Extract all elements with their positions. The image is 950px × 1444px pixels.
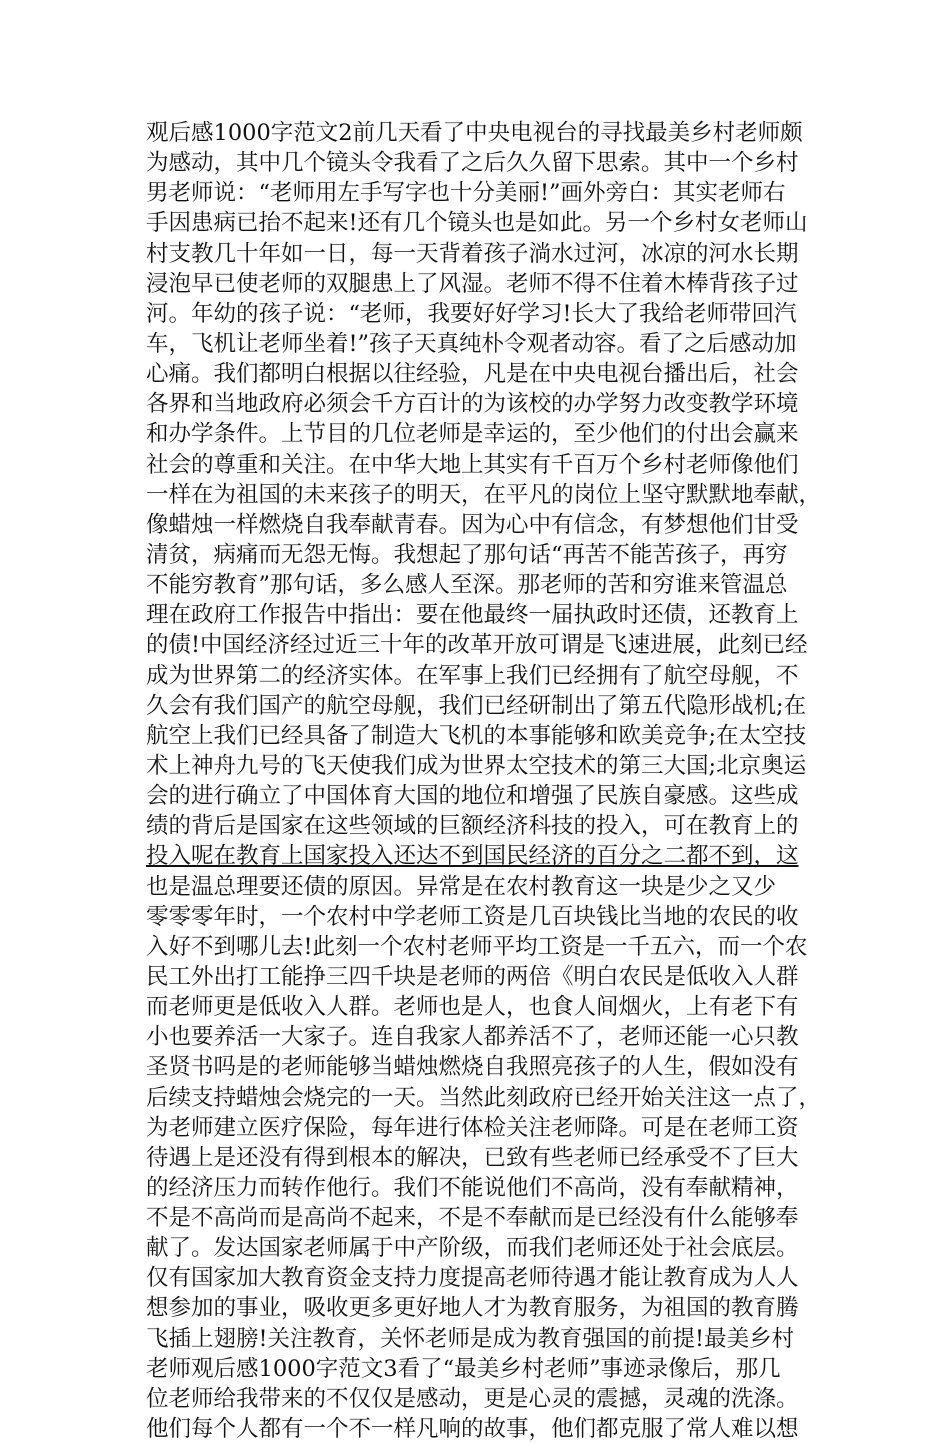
text-line: 心痛。我们都明白根据以往经验，凡是在中央电视台播出后，社会 — [146, 361, 799, 388]
text-line: 男老师说：“老师用左手写字也十分美丽!”画外旁白：其实老师右 — [146, 180, 786, 207]
text-line: 飞插上翅膀!关注教育，关怀老师是成为教育强国的前提!最美乡村 — [146, 1325, 795, 1352]
text-line: 像蜡烛一样燃烧自我奉献青春。因为心中有信念，有梦想他们甘受 — [146, 511, 799, 538]
text-line: 观后感1000字范文2前几天看了中央电视台的寻找最美乡村老师颇 — [146, 120, 803, 146]
text-line: 老师观后感1000字范文3看了“最美乡村老师”事迹录像后，那几 — [146, 1355, 781, 1382]
text-line: 仅有国家加大教育资金支持力度提高老师待遇才能让教育成为人人 — [146, 1265, 799, 1292]
text-line: 而老师更是低收入人群。老师也是人，也食人间烟火，上有老下有 — [146, 994, 799, 1021]
text-line: 待遇上是还没有得到根本的解决，已致有些老师已经承受不了巨大 — [146, 1144, 799, 1171]
text-line: 圣贤书吗是的老师能够当蜡烛燃烧自我照亮孩子的人生，假如没有 — [146, 1054, 799, 1081]
text-line: 为感动，其中几个镜头令我看了之后久久留下思索。其中一个乡村 — [146, 150, 799, 177]
text-line: 入好不到哪儿去!此刻一个农村老师平均工资是一千五六，而一个农 — [146, 933, 808, 960]
text-line: 航空上我们已经具备了制造大飞机的本事能够和欧美竞争;在太空技 — [146, 722, 807, 749]
text-line: 小也要养活一大家子。连自我家人都养活不了，老师还能一心只教 — [146, 1024, 799, 1051]
text-line: 各界和当地政府必须会千方百计的为该校的办学努力改变教学环境 — [146, 391, 799, 418]
text-line: 社会的尊重和关注。在中华大地上其实有千百万个乡村老师像他们 — [146, 451, 799, 478]
text-line: 和办学条件。上节目的几位老师是幸运的，至少他们的付出会赢来 — [146, 421, 799, 448]
text-line: 的经济压力而转作他行。我们不能说他们不高尚，没有奉献精神， — [146, 1174, 799, 1201]
text-line: 河。年幼的孩子说：“老师，我要好好学习!长大了我给老师带回汽 — [146, 300, 797, 327]
text-line: 村支教几十年如一日，每一天背着孩子淌水过河，冰凉的河水长期 — [146, 240, 799, 267]
text-line: 后续支持蜡烛会烧完的一天。当然此刻政府已经开始关注这一点了， — [146, 1084, 822, 1111]
text-line: 不是不高尚而是高尚不起来，不是不奉献而是已经没有什么能够奉 — [146, 1205, 799, 1232]
text-line: 车，飞机让老师坐着!”孩子天真纯朴令观者动容。看了之后感动加 — [146, 330, 797, 357]
text-line: 献了。发达国家老师属于中产阶级，而我们老师还处于社会底层。 — [146, 1235, 799, 1262]
text-line: 投入呢在教育上国家投入还达不到国民经济的百分之二都不到，这 — [146, 843, 799, 870]
text-line: 清贫，病痛而无怨无悔。我想起了那句话“再苦不能苦孩子，再穷 — [146, 541, 788, 568]
text-line: 也是温总理要还债的原因。异常是在农村教育这一块是少之又少 — [146, 873, 777, 900]
body-text — [146, 118, 822, 1444]
text-line: 术上神舟九号的飞天使我们成为世界太空技术的第三大国;北京奥运 — [146, 752, 807, 779]
text-line: 想参加的事业，吸收更多更好地人才为教育服务，为祖国的教育腾 — [146, 1295, 799, 1322]
text-line: 浸泡早已使老师的双腿患上了风湿。老师不得不住着木棒背孩子过 — [146, 270, 799, 297]
text-line: 会的进行确立了中国体育大国的地位和增强了民族自豪感。这些成 — [146, 783, 799, 810]
text-line: 不能穷教育”那句话，多么感人至深。那老师的苦和穷谁来管温总 — [146, 572, 788, 599]
text-line: 民工外出打工能挣三四千块是老师的两倍《明白农民是低收入人群 — [146, 963, 799, 990]
text-line: 久会有我们国产的航空母舰，我们已经研制出了第五代隐形战机;在 — [146, 692, 807, 719]
text-line: 的债!中国经济经过近三十年的改革开放可谓是飞速进展，此刻已经 — [146, 632, 808, 659]
text-line: 零零零年时，一个农村中学老师工资是几百块钱比当地的农民的收 — [146, 903, 799, 930]
text-line: 一样在为祖国的未来孩子的明天，在平凡的岗位上坚守默默地奉献， — [146, 481, 822, 508]
text-line: 成为世界第二的经济实体。在军事上我们已经拥有了航空母舰，不 — [146, 662, 799, 689]
text-line: 理在政府工作报告中指出：要在他最终一届执政时还债，还教育上 — [146, 602, 799, 629]
text-line: 为老师建立医疗保险，每年进行体检关注老师降。可是在老师工资 — [146, 1114, 799, 1141]
text-line: 他们每个人都有一个不一样凡响的故事，他们都克服了常人难以想 — [146, 1416, 799, 1443]
text-line: 手因患病已抬不起来!还有几个镜头也是如此。另一个乡村女老师山 — [146, 210, 808, 237]
text-line: 绩的背后是国家在这些领域的巨额经济科技的投入，可在教育上的 — [146, 813, 799, 840]
text-line: 位老师给我带来的不仅仅是感动，更是心灵的震撼，灵魂的洗涤。 — [146, 1385, 799, 1412]
